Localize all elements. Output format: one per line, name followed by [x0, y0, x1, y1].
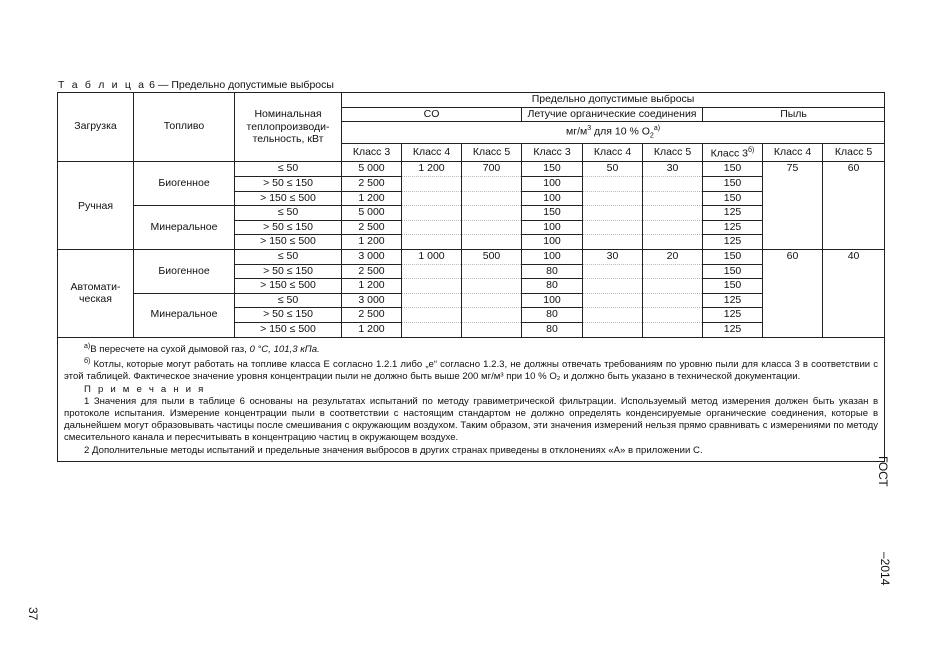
- dust-class4-cell: 60: [763, 250, 823, 338]
- power-range-cell: ≤ 50: [235, 206, 342, 221]
- header-class-cell: Класс 3: [522, 144, 583, 162]
- dust-class3-cell: 150: [703, 191, 763, 206]
- co-class3-cell: 2 500: [342, 220, 402, 235]
- dust-class3-cell: 150: [703, 177, 763, 192]
- voc-class4-cell: [583, 206, 643, 221]
- power-range-cell: ≤ 50: [235, 162, 342, 177]
- voc-class3-cell: 80: [522, 323, 583, 338]
- header-class-cell: Класс 3: [342, 144, 402, 162]
- voc-class4-cell: [583, 293, 643, 308]
- power-range-cell: ≤ 50: [235, 293, 342, 308]
- co-class4-cell: [402, 279, 462, 294]
- margin-year: –2014: [878, 552, 892, 586]
- co-class5-cell: [462, 293, 522, 308]
- co-class3-cell: 1 200: [342, 235, 402, 250]
- voc-class3-cell: 80: [522, 308, 583, 323]
- header-class-cell: Класс 5: [643, 144, 703, 162]
- emissions-table: [57, 92, 885, 462]
- footnote-a: $^{а)}$В пересчете на сухой дымовой газ, 0 °С, 101,3 кПа.: [84, 342, 320, 355]
- co-class5-cell: [462, 220, 522, 235]
- co-class3-cell: 2 500: [342, 264, 402, 279]
- co-class4-cell: 1 000: [402, 250, 462, 265]
- power-range-cell: > 50 ≤ 150: [235, 220, 342, 235]
- caption-text: 6 — Предельно допустимые выбросы: [149, 79, 334, 91]
- table-row: [58, 206, 885, 221]
- voc-class3-cell: 100: [522, 177, 583, 192]
- co-class5-cell: 700: [462, 162, 522, 177]
- dust-class3-cell: 125: [703, 308, 763, 323]
- header-class-cell: Класс 4: [402, 144, 462, 162]
- voc-class5-cell: [643, 177, 703, 192]
- power-range-cell: > 50 ≤ 150: [235, 264, 342, 279]
- header-limits: Предельно допустимые выбросы: [342, 93, 885, 108]
- co-class3-cell: 2 500: [342, 308, 402, 323]
- dust-class3-cell: 125: [703, 220, 763, 235]
- co-class4-cell: [402, 264, 462, 279]
- voc-class3-cell: 150: [522, 162, 583, 177]
- co-class4-cell: 1 200: [402, 162, 462, 177]
- header-dust: Пыль: [703, 107, 885, 122]
- voc-class5-cell: [643, 206, 703, 221]
- footnote-b: $^{б)}$ Котлы, которые могут работать на топливе класса Е согласно 1.2.1 либо „е“ согласно 1.2.3, не должны отвечать требованиям по уровню пыли для класса 3 в соответствии с этой таблицей. Фактическое значение уровня концентрации пыли не должно быть выше 200 мг/м³ при 10 % O₂ и должно быть указано в технической документации.: [64, 357, 879, 383]
- dust-class5-cell: 40: [823, 250, 885, 338]
- header-power: Номинальная теплопроизводительность, кВт: [235, 93, 342, 162]
- power-range-cell: > 50 ≤ 150: [235, 177, 342, 192]
- voc-class4-cell: [583, 220, 643, 235]
- voc-class3-cell: 100: [522, 250, 583, 265]
- header-class-cell: Класс 5: [462, 144, 522, 162]
- fuel-cell: Минеральное: [134, 293, 235, 337]
- voc-class5-cell: [643, 264, 703, 279]
- fuel-cell: Биогенное: [134, 250, 235, 294]
- voc-class4-cell: [583, 323, 643, 338]
- power-range-cell: > 150 ≤ 500: [235, 235, 342, 250]
- header-fuel: Топливо: [134, 93, 235, 162]
- co-class4-cell: [402, 308, 462, 323]
- dust-class3-cell: 150: [703, 264, 763, 279]
- header-co: CO: [342, 107, 522, 122]
- co-class5-cell: [462, 191, 522, 206]
- voc-class4-cell: 30: [583, 250, 643, 265]
- co-class3-cell: 5 000: [342, 206, 402, 221]
- header-class-cell: Класс 4: [583, 144, 643, 162]
- header-voc: Летучие органические соединения: [522, 107, 703, 122]
- header-class-cell: Класс $3^{б)}$: [703, 144, 763, 162]
- voc-class4-cell: [583, 235, 643, 250]
- voc-class3-cell: 80: [522, 264, 583, 279]
- voc-class5-cell: [643, 308, 703, 323]
- note-1: 1 Значения для пыли в таблице 6 основаны на результатах испытаний по методу гравиметрической фильтрации. Используемый метод измерения должен быть указан в протоколе испытания. Измерение концентрации пыли в соответствии с настоящим стандартом не должно определять конденсируемые органические соединения, которые в дальнейшем могут образовывать частицы после смешивания с окружающим воздухом. Таким образом, эти значения измерений нельзя прямо сравнивать с измерениями по методу смесительного канала и пересчитывать в концентрацию частиц в окружающем воздухе.: [64, 395, 879, 444]
- co-class5-cell: [462, 235, 522, 250]
- margin-gost: ГОСТ: [876, 456, 890, 487]
- voc-class3-cell: 100: [522, 293, 583, 308]
- power-range-cell: > 150 ≤ 500: [235, 191, 342, 206]
- co-class4-cell: [402, 293, 462, 308]
- co-class5-cell: [462, 279, 522, 294]
- table-row: [58, 293, 885, 308]
- co-class3-cell: 3 000: [342, 293, 402, 308]
- co-class4-cell: [402, 323, 462, 338]
- co-class5-cell: [462, 206, 522, 221]
- voc-class4-cell: [583, 191, 643, 206]
- fuel-cell: Минеральное: [134, 206, 235, 250]
- load-cell: Автоматическая: [58, 250, 134, 338]
- co-class5-cell: [462, 308, 522, 323]
- co-class3-cell: 1 200: [342, 191, 402, 206]
- table-row: [58, 162, 885, 177]
- co-class4-cell: [402, 220, 462, 235]
- table-notes: [58, 337, 885, 461]
- co-class3-cell: 3 000: [342, 250, 402, 265]
- table-row: [58, 250, 885, 265]
- dust-class3-cell: 125: [703, 323, 763, 338]
- co-class3-cell: 1 200: [342, 323, 402, 338]
- dust-class3-cell: 125: [703, 206, 763, 221]
- co-class5-cell: 500: [462, 250, 522, 265]
- voc-class4-cell: [583, 308, 643, 323]
- voc-class4-cell: [583, 177, 643, 192]
- voc-class5-cell: [643, 220, 703, 235]
- header-class-cell: Класс 4: [763, 144, 823, 162]
- power-range-cell: > 50 ≤ 150: [235, 308, 342, 323]
- voc-class3-cell: 100: [522, 220, 583, 235]
- voc-class4-cell: [583, 264, 643, 279]
- co-class5-cell: [462, 323, 522, 338]
- co-class4-cell: [402, 191, 462, 206]
- co-class3-cell: 5 000: [342, 162, 402, 177]
- co-class5-cell: [462, 177, 522, 192]
- voc-class5-cell: [643, 191, 703, 206]
- dust-class5-cell: 60: [823, 162, 885, 250]
- voc-class3-cell: 100: [522, 191, 583, 206]
- voc-class5-cell: [643, 235, 703, 250]
- power-range-cell: > 150 ≤ 500: [235, 323, 342, 338]
- header-class-cell: Класс 5: [823, 144, 885, 162]
- co-class3-cell: 2 500: [342, 177, 402, 192]
- note-2: 2 Дополнительные методы испытаний и предельные значения выбросов в других странах приведены в отклонениях «А» в приложении С.: [84, 444, 703, 456]
- co-class5-cell: [462, 264, 522, 279]
- dust-class4-cell: 75: [763, 162, 823, 250]
- dust-class3-cell: 150: [703, 162, 763, 177]
- voc-class4-cell: [583, 279, 643, 294]
- voc-class5-cell: [643, 279, 703, 294]
- notes-title: П р и м е ч а н и я: [84, 383, 206, 395]
- header-unit: $мг/м^3$ для 10 % $O_2^{а)}$: [342, 122, 885, 144]
- voc-class3-cell: 150: [522, 206, 583, 221]
- load-cell: Ручная: [58, 162, 134, 250]
- voc-class3-cell: 100: [522, 235, 583, 250]
- page-number: 37: [26, 607, 40, 621]
- voc-class5-cell: [643, 323, 703, 338]
- voc-class5-cell: 30: [643, 162, 703, 177]
- dust-class3-cell: 150: [703, 250, 763, 265]
- voc-class5-cell: [643, 293, 703, 308]
- voc-class5-cell: 20: [643, 250, 703, 265]
- header-load: Загрузка: [58, 93, 134, 162]
- caption-prefix: Т а б л и ц а: [58, 79, 147, 91]
- co-class4-cell: [402, 235, 462, 250]
- co-class4-cell: [402, 177, 462, 192]
- co-class3-cell: 1 200: [342, 279, 402, 294]
- voc-class3-cell: 80: [522, 279, 583, 294]
- dust-class3-cell: 125: [703, 293, 763, 308]
- voc-class4-cell: 50: [583, 162, 643, 177]
- table-caption: [58, 79, 334, 91]
- power-range-cell: > 150 ≤ 500: [235, 279, 342, 294]
- fuel-cell: Биогенное: [134, 162, 235, 206]
- dust-class3-cell: 150: [703, 279, 763, 294]
- power-range-cell: ≤ 50: [235, 250, 342, 265]
- co-class4-cell: [402, 206, 462, 221]
- dust-class3-cell: 125: [703, 235, 763, 250]
